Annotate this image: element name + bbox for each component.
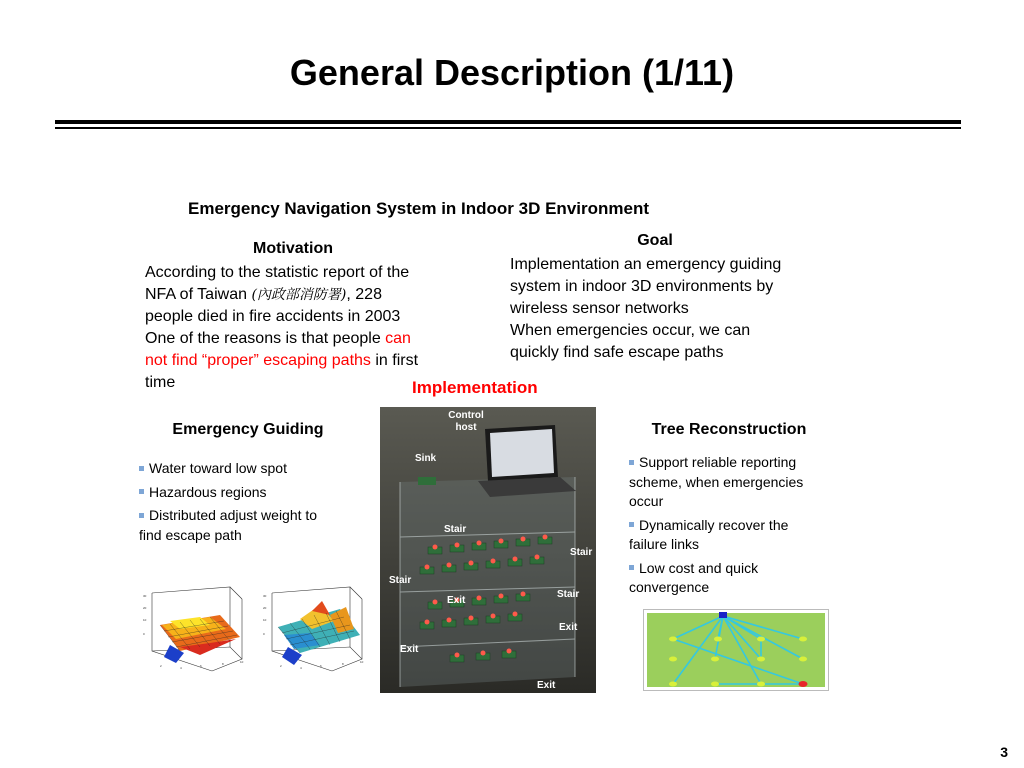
svg-text:4: 4 bbox=[180, 666, 182, 670]
label-exit: Exit bbox=[537, 680, 556, 691]
bullet-icon bbox=[629, 565, 634, 570]
label-control-host: Control host bbox=[448, 410, 484, 433]
emergency-guiding-heading: Emergency Guiding bbox=[172, 421, 324, 438]
label-exit: Exit bbox=[559, 622, 578, 633]
svg-text:30: 30 bbox=[143, 594, 147, 598]
bullet-icon bbox=[629, 522, 634, 527]
svg-text:8: 8 bbox=[222, 662, 224, 666]
svg-text:20: 20 bbox=[263, 606, 267, 610]
svg-text:10: 10 bbox=[143, 618, 147, 622]
svg-text:4: 4 bbox=[300, 666, 302, 670]
emergency-guiding-bullets: Water toward low spot Hazardous regions Distributed adjust weight to find escape path bbox=[139, 460, 318, 543]
bullet-icon bbox=[629, 460, 634, 465]
label-exit: Exit bbox=[447, 595, 466, 606]
svg-text:20: 20 bbox=[143, 606, 147, 610]
svg-text:8: 8 bbox=[342, 662, 344, 666]
motivation-text: According to the statistic report of the NFA of Taiwan (內政部消防署), 228 people died in fire accidents in 2003 One of the reasons is that people can not find “proper” escaping paths in first time bbox=[145, 264, 419, 391]
bullet-icon bbox=[139, 489, 144, 494]
svg-text:30: 30 bbox=[263, 594, 267, 598]
label-stair: Stair bbox=[557, 589, 580, 600]
testbed-photo bbox=[380, 407, 596, 693]
svg-text:2: 2 bbox=[280, 664, 282, 668]
svg-text:0: 0 bbox=[143, 632, 145, 636]
subtitle: Emergency Navigation System in Indoor 3D Environment bbox=[188, 199, 649, 218]
tree-reconstruction-heading: Tree Reconstruction bbox=[651, 421, 807, 438]
slide-title: General Description (1/11) bbox=[289, 52, 735, 93]
title-rule-thick bbox=[55, 120, 961, 124]
label-stair: Stair bbox=[570, 547, 593, 558]
surface-plot-peaked bbox=[260, 585, 368, 677]
tree-reconstruction-bullets: Support reliable reporting scheme, when emergencies occur Dynamically recover the failure links Low cost and quick convergence bbox=[629, 454, 804, 595]
slide-number: 3 bbox=[1000, 744, 1008, 760]
svg-text:10: 10 bbox=[240, 660, 244, 664]
svg-text:0: 0 bbox=[263, 632, 265, 636]
bullet-icon bbox=[139, 513, 144, 518]
title-rule-thin bbox=[55, 127, 961, 129]
implementation-label: Implementation bbox=[412, 378, 538, 397]
svg-text:6: 6 bbox=[320, 664, 322, 668]
svg-text:10: 10 bbox=[360, 660, 364, 664]
label-stair: Stair bbox=[444, 524, 467, 535]
tree-reconstruction-diagram bbox=[643, 609, 829, 691]
svg-text:2: 2 bbox=[160, 664, 162, 668]
label-sink: Sink bbox=[415, 453, 437, 464]
svg-text:6: 6 bbox=[200, 664, 202, 668]
svg-text:10: 10 bbox=[263, 618, 267, 622]
bullet-icon bbox=[139, 466, 144, 471]
surface-plot-flat bbox=[140, 585, 248, 677]
motivation-heading: Motivation bbox=[253, 240, 333, 257]
label-exit: Exit bbox=[400, 644, 419, 655]
goal-heading: Goal bbox=[637, 232, 673, 249]
label-stair: Stair bbox=[389, 575, 412, 586]
goal-text: Implementation an emergency guiding system in indoor 3D environments by wireless sensor networks When emergencies occur, we can quickly find safe escape paths bbox=[510, 256, 782, 361]
